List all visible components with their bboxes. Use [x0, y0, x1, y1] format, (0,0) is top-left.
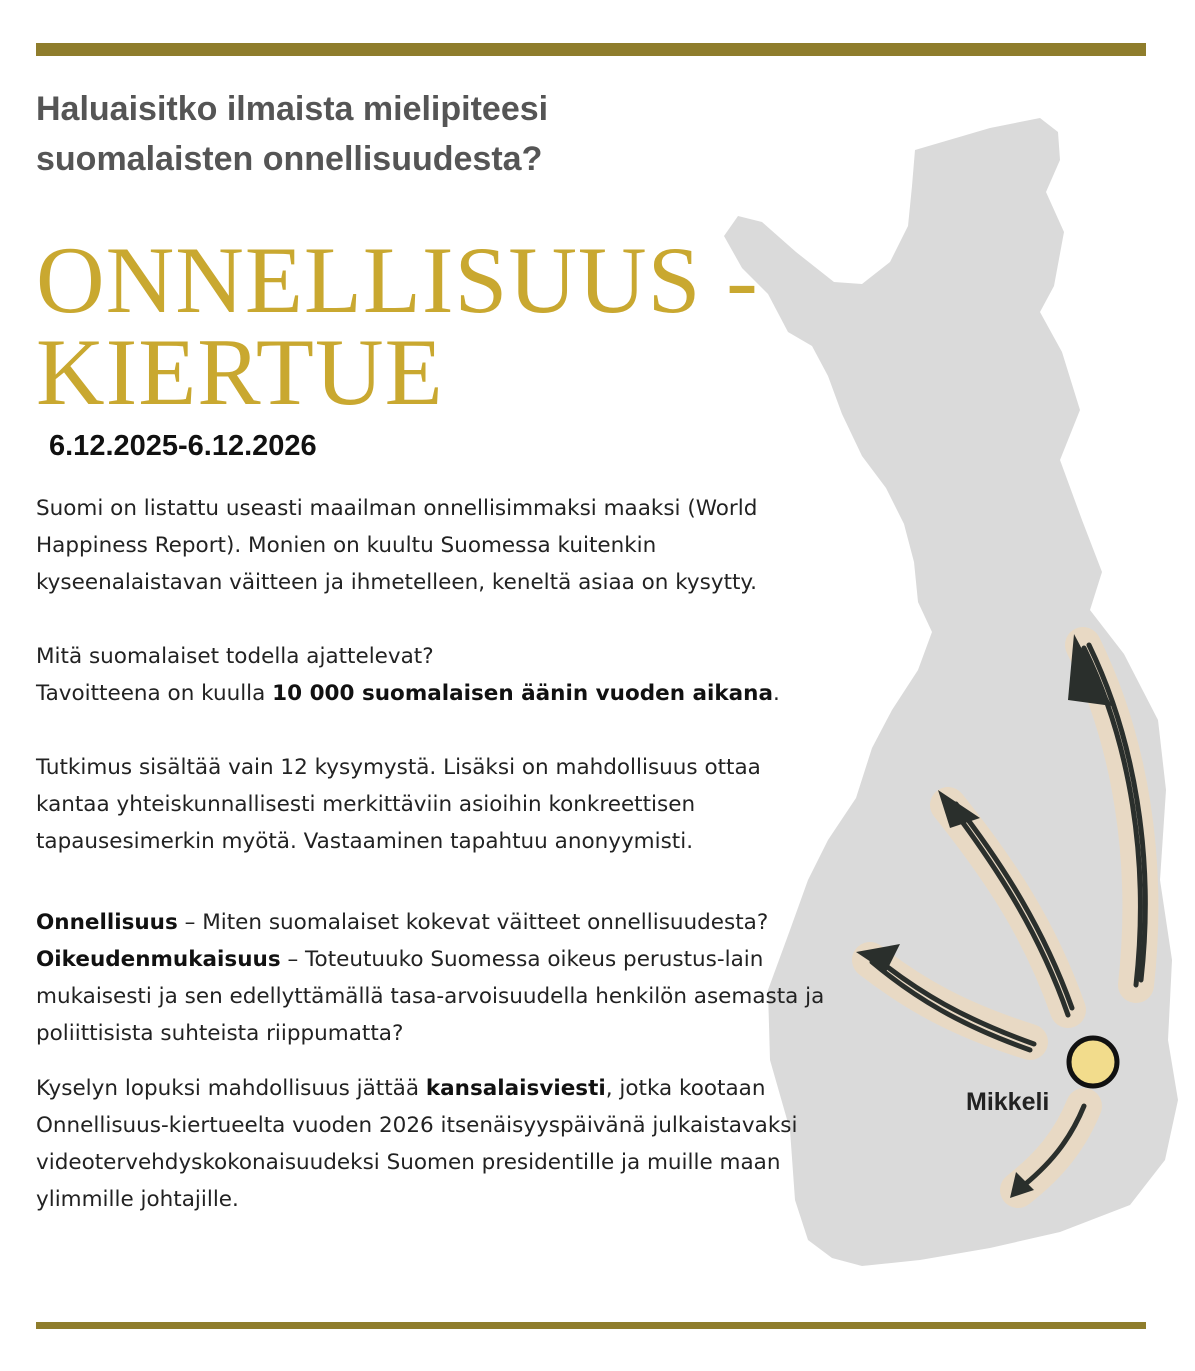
topic-happiness-text: – Miten suomalaiset kokevat väitteet onnellisuudesta? [177, 910, 769, 935]
topic-justice-title: Oikeudenmukaisuus [36, 947, 281, 972]
goal-prefix: Tavoitteena on kuulla [36, 681, 273, 706]
topic-justice [36, 941, 826, 1052]
topic-justice-text: – Toteutuuko Suomessa oikeus perustus-lain mukaisesti ja sen edellyttämällä tasa-arvoisuudella henkilön asemasta ja poliittisista suhteista riippumatta? [36, 947, 825, 1046]
city-label-mikkeli: Mikkeli [966, 1088, 1050, 1116]
closing-prefix: Kyselyn lopuksi mahdollisuus jättää [36, 1076, 426, 1101]
bottom-rule [36, 1322, 1146, 1329]
question-paragraph [36, 638, 826, 712]
mikkeli-marker [1069, 1038, 1117, 1086]
goal-highlight: 10 000 suomalaisen äänin vuoden aikana [272, 681, 773, 706]
goal-suffix: . [772, 681, 780, 706]
body-text [36, 490, 826, 1218]
title-line-2: KIERTUE [36, 319, 444, 425]
topic-happiness-title: Onnellisuus [36, 910, 178, 935]
title-line-1: ONNELLISUUS - [36, 227, 759, 333]
page-title [36, 227, 936, 425]
closing-highlight: kansalaisviesti [425, 1076, 606, 1101]
question-line-2: suomalaisten onnellisuudesta? [36, 140, 543, 178]
question-line-1: Haluaisitko ilmaista mielipiteesi [36, 90, 549, 128]
topic-happiness [36, 904, 826, 941]
header-question [36, 84, 756, 184]
tour-dates: 6.12.2025-6.12.2026 [49, 430, 317, 462]
survey-paragraph: Tutkimus sisältää vain 12 kysymystä. Lisäksi on mahdollisuus ottaa kantaa yhteiskunnallisesti merkittäviin asioihin konkreettisen tapausesimerkin myötä. Vastaaminen tapahtuu anonyymisti. [36, 755, 761, 854]
question-sentence: Mitä suomalaiset todella ajattelevat? [36, 644, 434, 669]
intro-paragraph: Suomi on listattu useasti maailman onnellisimmaksi maaksi (World Happiness Report). Monien on kuultu Suomessa kuitenkin kyseenalaistavan väitteen ja ihmetelleen, keneltä asiaa on kysytty. [36, 496, 758, 595]
closing-suffix: , jotka kootaan Onnellisuus-kiertueelta vuoden 2026 itsenäisyyspäivänä julkaistavaksi videotervehdyskokonaisuudeksi Suomen presidentille ja muille maan ylimmille johtajille. [36, 1076, 798, 1212]
closing-paragraph [36, 1070, 826, 1218]
